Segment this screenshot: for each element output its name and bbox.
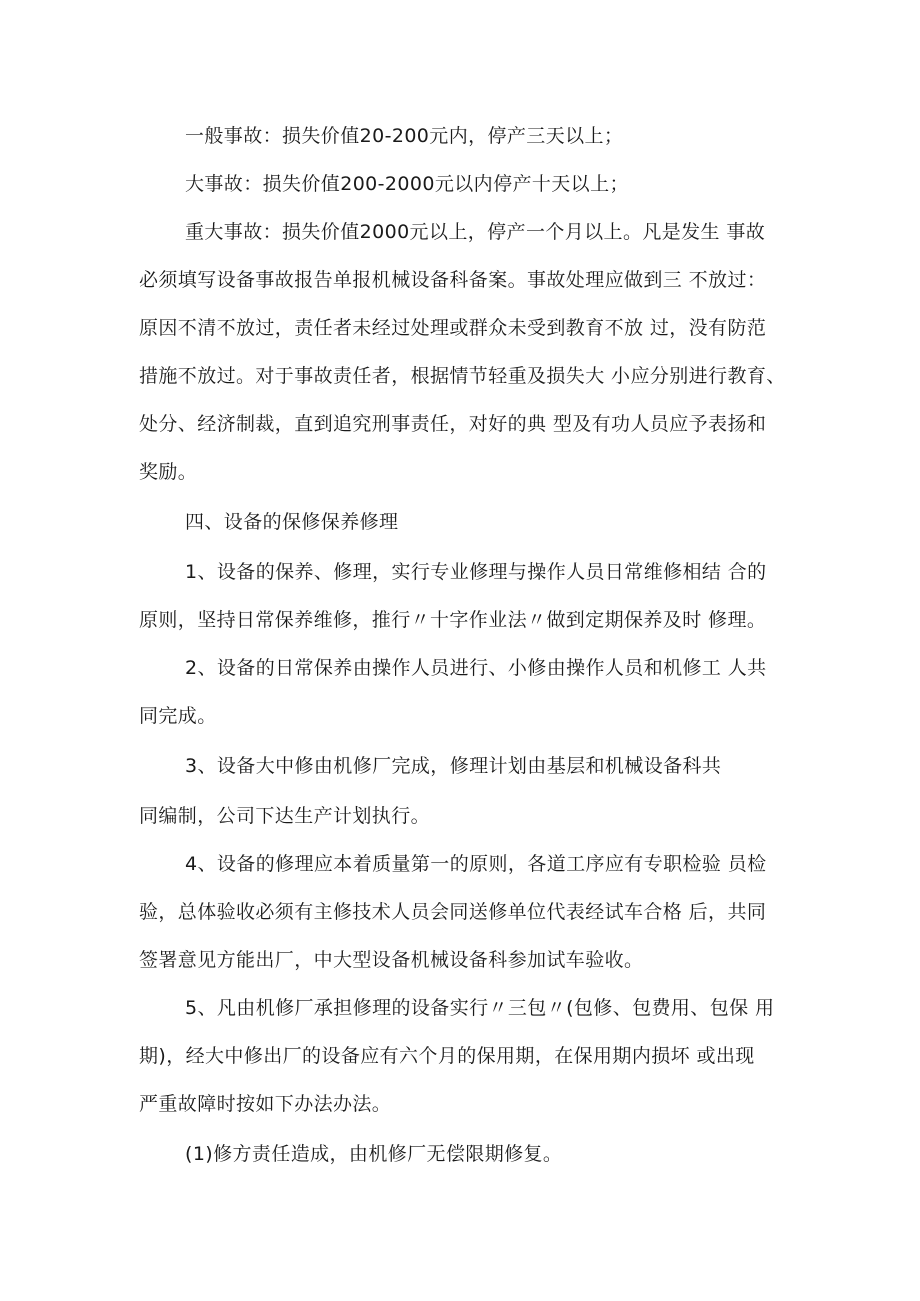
item-5-line-1: 5、凡由机修厂承担修理的设备实行〃三包〃(包修、包费用、包保 用: [185, 997, 775, 1019]
paragraph-serious-accident-line-2: 必须填写设备事故报告单报机械设备科备案。事故处理应做到三 不放过：: [139, 269, 767, 291]
paragraph-general-accident: 一般事故：损失价值20-200元内，停产三天以上；: [185, 125, 624, 147]
paragraph-serious-accident-line-6: 奖励。: [139, 461, 198, 483]
item-4-line-1: 4、设备的修理应本着质量第一的原则，各道工序应有专职检验 员检: [185, 853, 767, 875]
item-1-line-1: 1、设备的保养、修理，实行专业修理与操作人员日常维修相结 合的: [185, 561, 767, 583]
paragraph-serious-accident-line-5: 处分、经济制裁，直到追究刑事责任，对好的典 型及有功人员应予表扬和: [139, 413, 767, 435]
item-5-sub-1: (1)修方责任造成，由机修厂无偿限期修复。: [185, 1143, 563, 1165]
paragraph-serious-accident-line-1: 重大事故：损失价值2000元以上，停产一个月以上。凡是发生 事故: [185, 221, 766, 243]
paragraph-major-accident: 大事故：损失价值200-2000元以内停产十天以上；: [185, 173, 629, 195]
item-1-line-2: 原则，坚持日常保养维修，推行〃十字作业法〃做到定期保养及时 修理。: [139, 609, 767, 631]
item-4-line-3: 签署意见方能出厂，中大型设备机械设备科参加试车验收。: [139, 949, 644, 971]
paragraph-serious-accident-line-3: 原因不清不放过，责任者未经过处理或群众未受到教育不放 过，没有防范: [139, 317, 767, 339]
section-heading-4: 四、设备的保修保养修理: [185, 511, 399, 533]
item-2-line-2: 同完成。: [139, 705, 217, 727]
item-3-line-1: 3、设备大中修由机修厂完成，修理计划由基层和机械设备科共: [185, 755, 722, 777]
item-5-line-2: 期)，经大中修出厂的设备应有六个月的保用期，在保用期内损坏 或出现: [139, 1045, 755, 1067]
item-5-line-3: 严重故障时按如下办法办法。: [139, 1093, 392, 1115]
item-3-line-2: 同编制，公司下达生产计划执行。: [139, 805, 431, 827]
item-2-line-1: 2、设备的日常保养由操作人员进行、小修由操作人员和机修工 人共: [185, 657, 767, 679]
paragraph-serious-accident-line-4: 措施不放过。对于事故责任者，根据情节轻重及损失大 小应分别进行教育、: [139, 365, 786, 387]
item-4-line-2: 验，总体验收必须有主修技术人员会同送修单位代表经试车合格 后，共同: [139, 901, 767, 923]
